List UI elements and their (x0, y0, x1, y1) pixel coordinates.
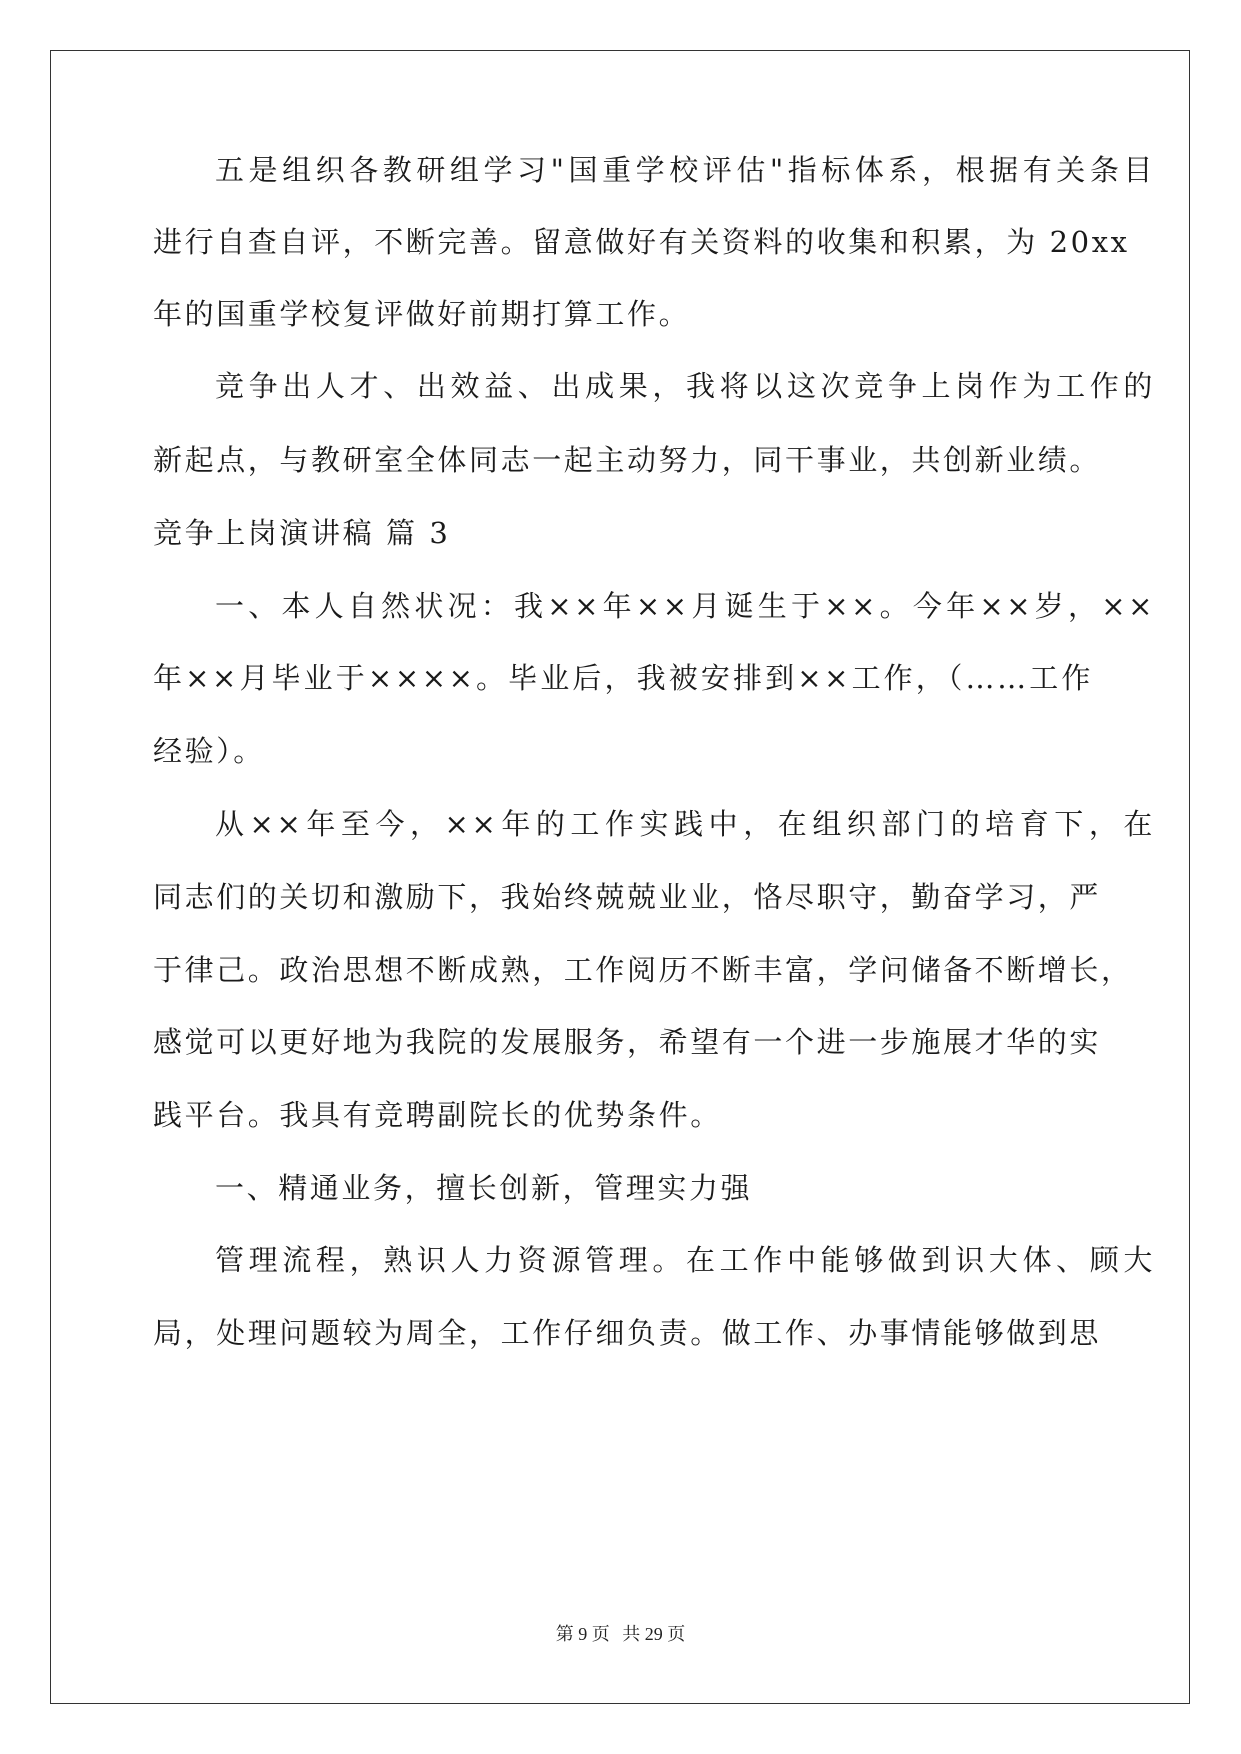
paragraph-line: 局，处理问题较为周全，工作仔细负责。做工作、办事情能够做到思 (153, 1316, 1102, 1350)
paragraph-line: 经验）。 (153, 734, 265, 768)
paragraph-line: 管理流程，熟识人力资源管理。在工作中能够做到识大体、顾大 (215, 1243, 1155, 1277)
paragraph-line: 新起点，与教研室全体同志一起主动努力，同干事业，共创新业绩。 (153, 443, 1102, 477)
paragraph-line: 进行自查自评，不断完善。留意做好有关资料的收集和积累，为 20xx (153, 225, 1130, 259)
page-footer (0, 1620, 1241, 1646)
paragraph-line: 五是组织各教研组学习"国重学校评估"指标体系，根据有关条目 (215, 153, 1155, 187)
paragraph-line: 年的国重学校复评做好前期打算工作。 (153, 297, 691, 331)
section-heading: 竞争上岗演讲稿 篇 3 (153, 516, 451, 550)
total-pages: 共 29 页 (622, 1624, 686, 1644)
subheading-line: 一、精通业务，擅长创新，管理实力强 (215, 1171, 753, 1205)
paragraph-line: 践平台。我具有竞聘副院长的优势条件。 (153, 1098, 722, 1132)
page-number: 第 9 页 (555, 1624, 610, 1644)
paragraph-line: 从××年至今，××年的工作实践中，在组织部门的培育下，在 (215, 807, 1155, 841)
paragraph-line: 年××月毕业于××××。毕业后，我被安排到××工作，（……工作 (153, 661, 1093, 695)
paragraph-line: 于律己。政治思想不断成熟，工作阅历不断丰富，学问储备不断增长， (153, 953, 1133, 987)
paragraph-line: 同志们的关切和激励下，我始终兢兢业业，恪尽职守，勤奋学习，严 (153, 880, 1102, 914)
paragraph-line: 感觉可以更好地为我院的发展服务，希望有一个进一步施展才华的实 (153, 1025, 1102, 1059)
paragraph-line: 竞争出人才、出效益、出成果，我将以这次竞争上岗作为工作的 (215, 369, 1155, 403)
paragraph-line: 一、本人自然状况：我××年××月诞生于××。今年××岁，×× (215, 589, 1155, 623)
